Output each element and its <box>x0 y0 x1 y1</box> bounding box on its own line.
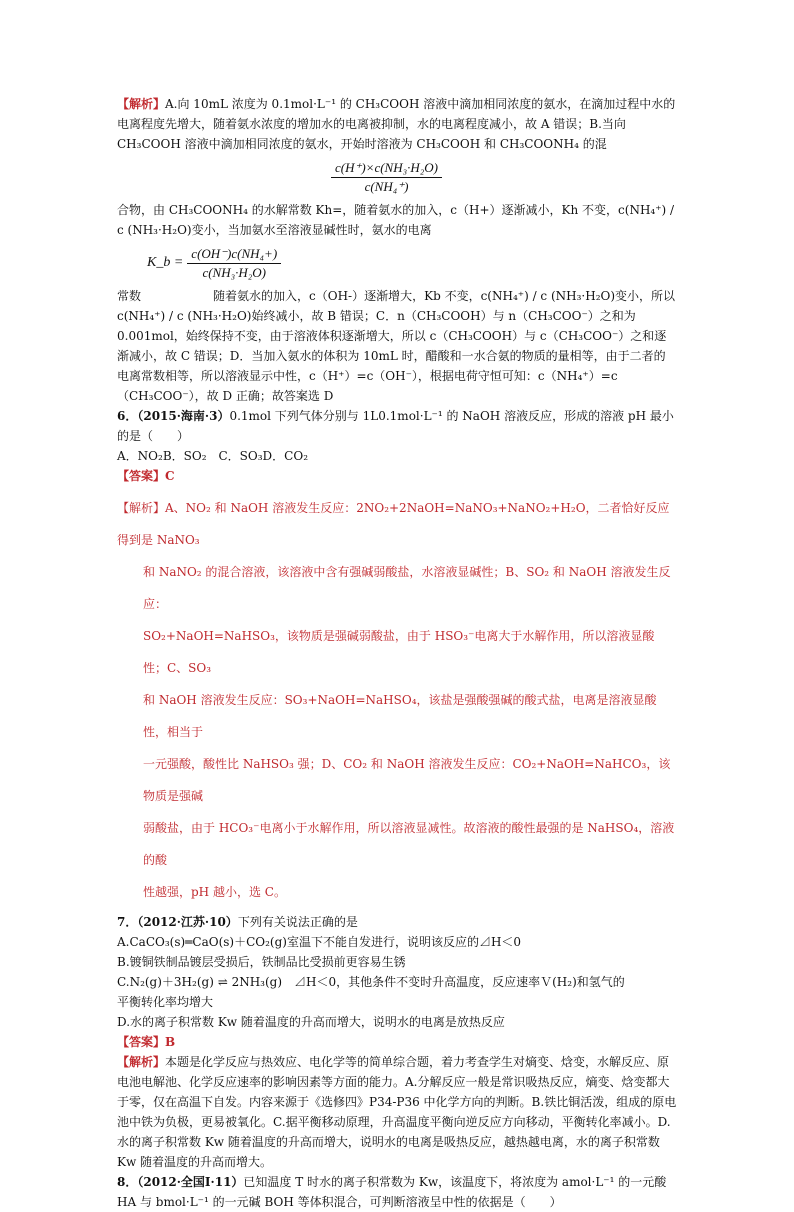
q8-stem: 8．（2012·全国Ⅰ·11）已知温度 T 时水的离子积常数为 Kw，该温度下，将浓度为 amol·L⁻¹ 的一元酸 HA 与 bmol·L⁻¹ 的一元碱 BOH 等体积混合，可判断溶液呈中性的依据是（ ） <box>117 1175 667 1209</box>
q6-stem: 6．（2015·海南·3）0.1mol 下列气体分别与 1L0.1mol·L⁻¹ 的 NaOH 溶液反应，形成的溶液 pH 最小的是（ ） <box>117 409 674 443</box>
q6-analysis-line: 性越强，pH 越小，选 C。 <box>143 885 286 899</box>
q6-analysis-line: 和 NaNO₂ 的混合溶液，该溶液中含有强碱弱酸盐，水溶液显碱性；B、SO₂ 和 NaOH 溶液发生反应： <box>143 565 671 611</box>
q7-option-d: D.水的离子积常数 Kw 随着温度的升高而增大，说明水的电离是放热反应 <box>117 1015 505 1029</box>
q7-option-b: B.镀铜铁制品镀层受损后，铁制品比受损前更容易生锈 <box>117 955 406 969</box>
q5-analysis-p2: 合物，由 CH₃COONH₄ 的水解常数 Kh=，随着氨水的加入，c（H+）逐渐减小，Kh 不变，c(NH₄⁺) / c (NH₃·H₂O)变小，当加氨水至溶液显碱性时，氨水的电离 <box>117 203 675 237</box>
q7-option-c: C.N₂(g)＋3H₂(g) ⇌ 2NH₃(g) ⊿H＜0，其他条件不变时升高温度，反应速率Ｖ(H₂)和氢气的 <box>117 975 625 989</box>
q6-analysis-line: SO₂+NaOH=NaHSO₃，该物质是强碱弱酸盐，由于 HSO₃⁻电离大于水解作用，所以溶液显酸性；C、SO₃ <box>143 629 655 675</box>
analysis-tag: 【解析】 <box>117 97 166 111</box>
q5-analysis-p3: 常数 随着氨水的加入，c（OH-）逐渐增大，Kb 不变，c(NH₄⁺) / c (NH₃·H₂O)变小，所以 c(NH₄⁺) / c (NH₃·H₂O)始终减小，故 B 错误；C．n（CH₃COOH）与 n（CH₃COO⁻）之和为 0.001mol，始终保持不变，由于溶液体积逐渐增大，所以 c（CH₃COOH）与 c（CH₃COO⁻）之和逐渐减小，故 C 错误；D．当加入氨水的体积为 10mL 时，醋酸和一水合氨的物质的量相等，由于二者的电离常数相等，所以溶液显示中性，c（H⁺）=c（OH⁻），根据电荷守恒可知：c（NH₄⁺）=c（CH₃COO⁻），故 D 正确；故答案选 D <box>117 289 676 403</box>
q7-option-c-cont: 平衡转化率均增大 <box>117 995 214 1009</box>
q6-analysis-line: 弱酸盐，由于 HCO₃⁻电离小于水解作用，所以溶液显减性。故溶液的酸性最强的是 NaHSO₄，溶液的酸 <box>143 821 675 867</box>
q6-analysis-line: 一元强酸，酸性比 NaHSO₃ 强；D、CO₂ 和 NaOH 溶液发生反应：CO₂+NaOH=NaHCO₃，该物质是强碱 <box>143 757 671 803</box>
q6-answer: 【答案】C <box>117 469 175 483</box>
q7-option-a: A.CaCO₃(s)═CaO(s)＋CO₂(g)室温下不能自发进行，说明该反应的⊿H＜0 <box>117 935 522 949</box>
q7-answer: 【答案】B <box>117 1035 176 1049</box>
q6-options: A．NO₂B．SO₂ C．SO₃D．CO₂ <box>117 449 309 463</box>
kb-formula: K_b = $\frac{\text{c(OH⁻)c(NH₄+)}}{\text{c(NH₃·H₂O)}}$ <box>117 240 677 286</box>
q6-analysis-line: 【解析】A、NO₂ 和 NaOH 溶液发生反应：2NO₂+2NaOH=NaNO₃+NaNO₂+H₂O，二者恰好反应得到是 NaNO₃ <box>117 501 670 547</box>
q5-analysis-p1: 【解析】A.向 10mL 浓度为 0.1mol·L⁻¹ 的 CH₃COOH 溶液中滴加相同浓度的氨水，在滴加过程中水的电离程度先增大，随着氨水浓度的增加水的电离被抑制，水的电离程度减小，故 A 错误；B.当向 CH₃COOH 溶液中滴加相同浓度的氨水，开始时溶液为 CH₃COOH 和 CH₃COONH₄ 的混 <box>117 97 676 151</box>
document-page <box>117 94 677 1212</box>
q6-analysis-line: 和 NaOH 溶液发生反应：SO₃+NaOH=NaHSO₄，该盐是强酸强碱的酸式盐，电离是溶液显酸性，相当于 <box>143 693 657 739</box>
kh-formula <box>117 154 677 200</box>
q7-analysis: 【解析】本题是化学反应与热效应、电化学等的简单综合题，着力考查学生对熵变、焓变，水解反应、原电池电解池、化学反应速率的影响因素等方面的能力。A.分解反应一般是常识吸热反应，熵变、焓变都大于零，仅在高温下自发。内容来源于《选修四》P34-P36 中化学方向的判断。B.铁比铜活泼，组成的原电池中铁为负极，更易被氧化。C.据平衡移动原理，升高温度平衡向逆反应方向移动，平衡转化率减小。D.水的离子积常数 Kw 随着温度的升高而增大，说明水的电离是吸热反应，越热越电离，水的离子积常数 Kw 随着温度的升高而增大。 <box>117 1055 677 1169</box>
kb-fraction: $\frac{\text{c(OH⁻)c(NH₄+)}}{\text{c(NH₃·H₂O)}}$ <box>187 245 281 282</box>
q6-analysis <box>117 492 677 908</box>
kh-fraction: $\frac{\text{c(H⁺)×c(NH₃·H₂O)}}{\text{c(NH₄⁺)}}$ <box>331 159 442 196</box>
q7-stem: 7．（2012·江苏·10）下列有关说法正确的是 <box>117 915 358 929</box>
